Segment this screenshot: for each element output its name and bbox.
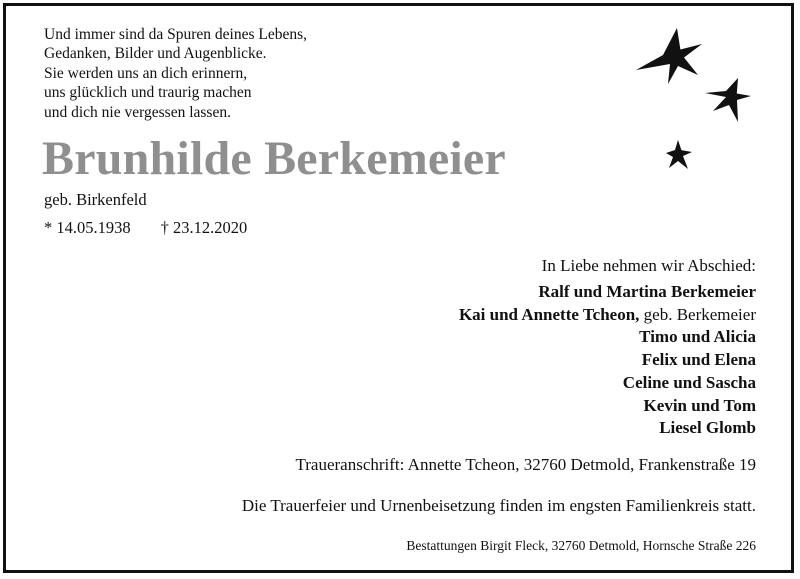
- mourner-line: Kevin und Tom: [643, 395, 756, 415]
- mourner-line: Ralf und Martina Berkemeier: [538, 282, 756, 301]
- mourner-names: Kai und Annette Tcheon,: [458, 304, 640, 324]
- star-icon-large: [636, 28, 702, 84]
- poem-line: uns glücklich und traurig machen: [44, 84, 252, 102]
- maiden-name: geb. Birkenfeld: [44, 190, 147, 209]
- mourner-line: Felix und Elena: [641, 350, 756, 370]
- memorial-poem: [44, 25, 307, 122]
- mourner-line: Timo und Alicia: [639, 327, 756, 347]
- poem-line: Gedanken, Bilder und Augenblicke.: [44, 45, 267, 63]
- star-icon-small: [666, 140, 692, 169]
- mourner-line: [459, 304, 756, 327]
- mourning-address: Traueranschrift: Annette Tcheon, 32760 Detmold, Frankenstraße 19: [295, 455, 756, 474]
- poem-line: Sie werden uns an dich erinnern,: [44, 64, 248, 82]
- stars-decoration: [625, 22, 765, 177]
- undertaker-info: Bestattungen Birgit Fleck, 32760 Detmold, Hornsche Straße 226: [406, 538, 756, 553]
- mourner-line: Liesel Glomb: [659, 418, 756, 438]
- poem-line: und dich nie vergessen lassen.: [44, 103, 231, 121]
- mourners-list: [459, 281, 756, 440]
- star-icon-medium: [705, 78, 751, 122]
- farewell-intro: In Liebe nehmen wir Abschied:: [541, 256, 756, 275]
- birth-date: * 14.05.1938: [44, 218, 131, 237]
- life-dates: [44, 218, 247, 238]
- ceremony-note: Die Trauerfeier und Urnenbeisetzung finden im engsten Familienkreis statt.: [241, 496, 756, 515]
- death-date: † 23.12.2020: [160, 218, 248, 237]
- mourner-maiden-note: geb. Berkemeier: [639, 304, 756, 324]
- mourner-line: Celine und Sascha: [622, 372, 756, 392]
- poem-line: Und immer sind da Spuren deines Lebens,: [44, 26, 308, 43]
- deceased-name: Brunhilde Berkemeier: [42, 132, 506, 185]
